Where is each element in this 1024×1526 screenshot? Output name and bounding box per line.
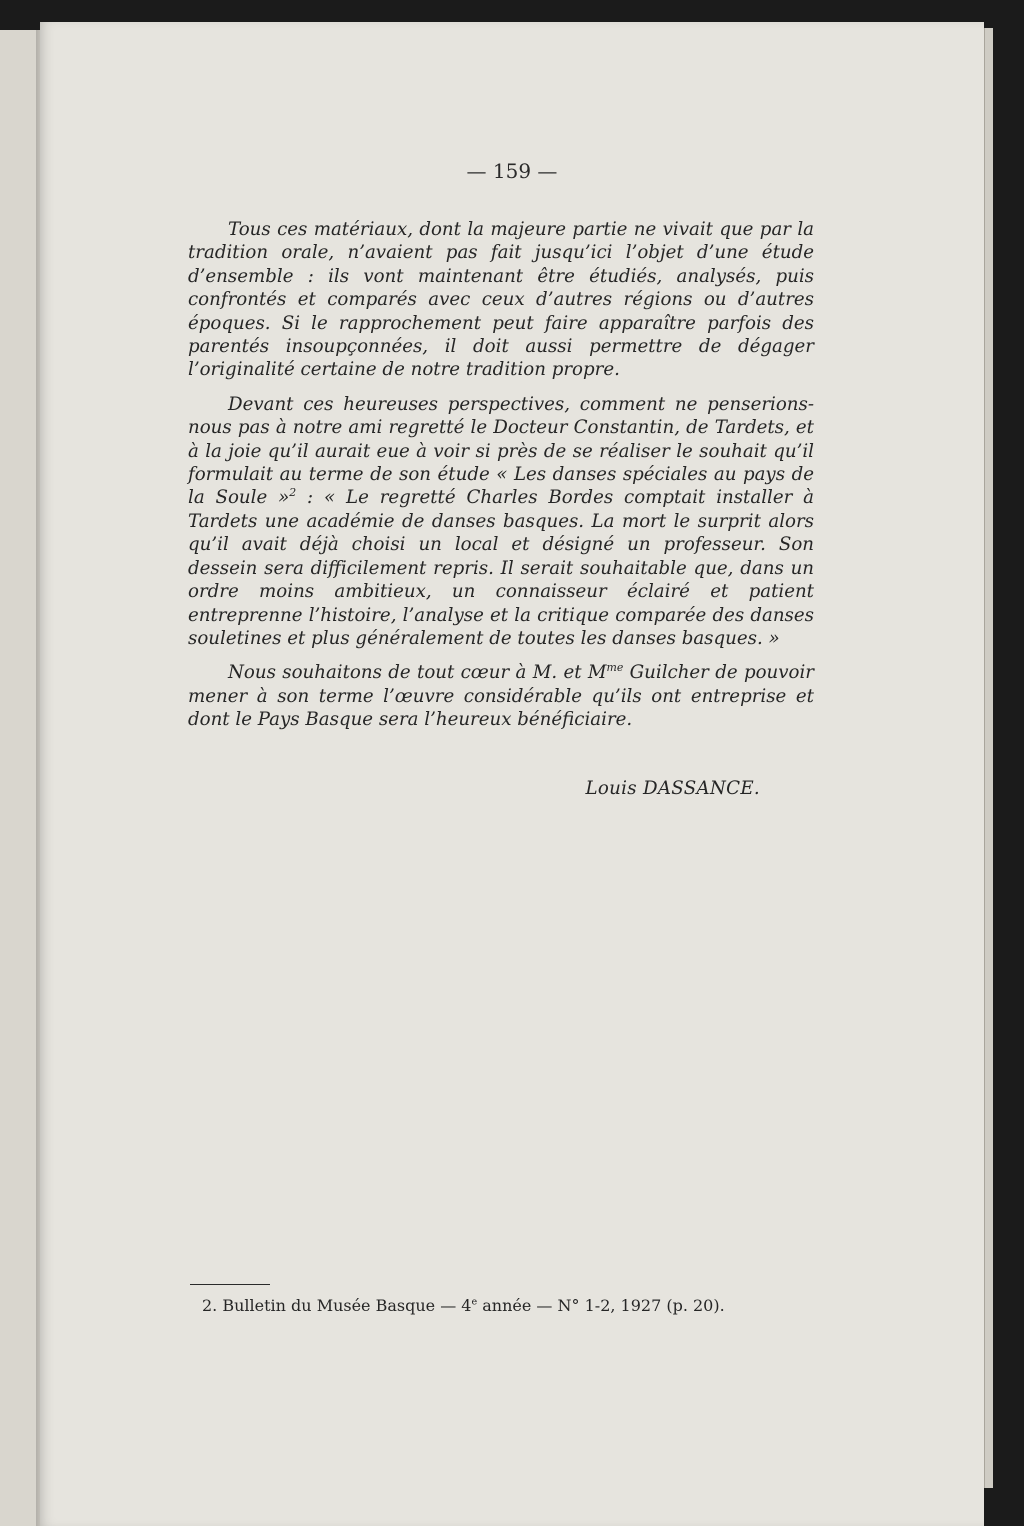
paragraph-1: Tous ces matériaux, dont la majeure partie ne vivait que par la tradition orale, n’avaient pas fait jusqu’ici l’objet d’une étude d’ensemble : ils vont maintenant être étudiés, analysés, puis confrontés et comparés avec ceux d’autres régions ou d’autres époques. Si le rapprochement peut faire apparaître parfois des parentés insoupçonnées, il doit aussi permettre de dégager l’originalité certaine de notre tradition propre. xyxy=(188,219,814,381)
paragraph-2-part-2: : « Le regretté Charles Bordes comptait installer à Tardets une académie de danses basques. La mort le surprit alors qu’il avait déjà choisi un local et désigné un professeur. Son dessein sera difficilement repris. Il serait souhaitable que, dans un ordre moins ambitieux, un connaisseur éclairé et patient entreprenne l’histoire, l’analyse et la critique comparée des danses souletines et plus généralement de toutes les danses basques. » xyxy=(188,487,814,649)
paragraph-2 xyxy=(188,393,814,650)
footnote-reference: 2 xyxy=(289,486,297,500)
title-abbreviation: me xyxy=(606,661,624,675)
paragraph-3-part-1: Nous souhaitons de tout cœur à M. et M xyxy=(228,662,607,684)
book-page xyxy=(40,22,984,1526)
paragraph-3-part-2: Guilcher de pouvoir mener à son terme l’œuvre considérable qu’ils ont entreprise et dont le Pays Basque sera l’heureux bénéficiaire. xyxy=(188,662,814,731)
footnote-sup: e xyxy=(471,1296,478,1308)
paragraph-2-part-1: Devant ces heureuses perspectives, comment ne penserions-nous pas à notre ami regretté le Docteur Constantin, de Tardets, et à la joie qu’il aurait eue à voir si près de se réaliser le souhait qu’il formulait au terme de son étude « Les danses spéciales au pays de la Soule » xyxy=(188,393,814,509)
footnote-text-2: année — N° 1-2, 1927 (p. 20). xyxy=(477,1296,725,1315)
footnote-divider xyxy=(190,1284,270,1285)
footnote xyxy=(202,1296,822,1315)
page-number: — 159 — xyxy=(466,159,558,183)
article-body xyxy=(188,218,814,743)
paragraph-3 xyxy=(188,661,814,731)
author-signature: Louis DASSANCE. xyxy=(585,778,760,799)
page-stack-edge xyxy=(984,28,993,1488)
footnote-text-1: 2. Bulletin du Musée Basque — 4 xyxy=(202,1296,472,1315)
